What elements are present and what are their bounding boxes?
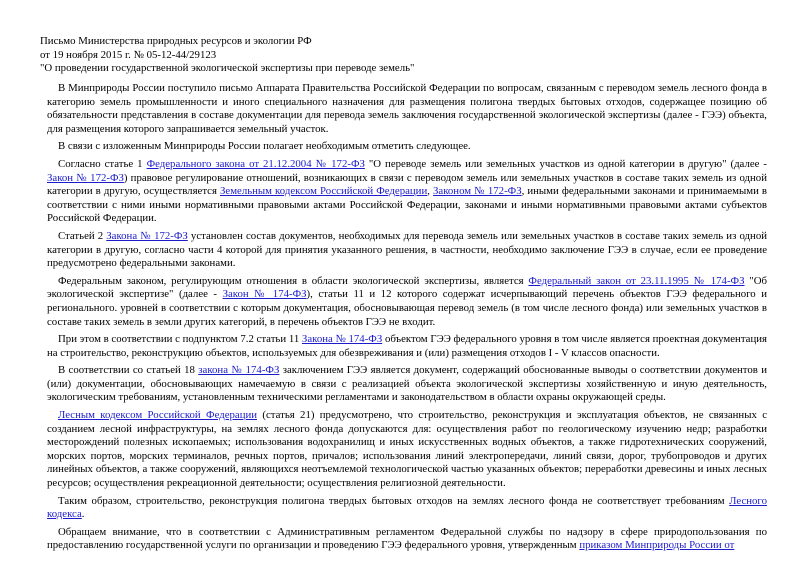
link-land-code[interactable]: Земельным кодексом Российской Федерации — [220, 185, 428, 198]
document-body — [47, 82, 767, 553]
document-header — [40, 35, 770, 76]
link-forest-code[interactable]: Лесного кодекса — [47, 494, 767, 521]
paragraph-text: В связи с изложенным Минприроды России полагает необходимым отметить следующее. — [58, 140, 471, 153]
paragraph-2 — [47, 140, 767, 154]
paragraph-text: (статья 21) предусмотрено, что строительство, реконструкция и эксплуатация объектов, не связанных с созданием лесной инфраструктуры, на землях лесного фонда допускаются для: осуществления работ по геологическому изучению недр; разработки месторождений полезных ископаемых; использования водохранилищ и иных искусственных водных объектов, а также гидротехнических сооружений, морских портов, морских терминалов, речных портов, причалов; использования линий электропередачи, линий связи, дорог, трубопроводов и других линейных объектов, а также сооружений, являющихся неотъемлемой технологической частью указанных объектов; переработки древесины и иных лесных ресурсов; осуществления рекреационной деятельности; осуществления религиозной деятельности. — [47, 409, 767, 490]
document-subject: "О проведении государственной экологической экспертизы при переводе земель" — [40, 62, 415, 74]
paragraph-text: "О переводе земель или земельных участков из одной категории в другую" (далее - — [364, 157, 767, 170]
link-law-174fz[interactable]: закона № 174-ФЗ — [198, 364, 280, 377]
paragraph-text: заключением ГЭЭ является документ, содержащий обоснованные выводы о соответствии документов и (или) документации, обосновывающих намечаемую в связи с реализацией объекта экологической экспертизы хозяйственную и иную деятельность, экологическим требованиям, установленным техническими регламентами и законодательством в области охраны окружающей среды. — [47, 364, 767, 404]
paragraph-5 — [47, 275, 767, 329]
paragraph-text: установлен состав документов, необходимых для перевода земель или земельных участков в составе таких земель из одной категории в другую, согласно части 4 которой для принятия указанного решения, в частности, необходимо заключение ГЭЭ в случае, если ее проведение предусмотрено федеральными законами. — [47, 229, 768, 270]
paragraph-10 — [47, 526, 767, 553]
paragraph-text: Федеральным законом, регулирующим отношения в области экологической экспертизы, является — [58, 274, 529, 287]
paragraph-text: ) правовое регулирование отношений, возникающих в связи с переводом земель или земельных участков в составе таких земель из одной категории в другую, осуществляется — [47, 171, 767, 198]
paragraph-7 — [47, 364, 767, 405]
paragraph-text: , иными федеральными законами и принимаемыми в соответствии с ними иными нормативными правовыми актами Российской Федерации, законами и иными нормативными правовыми актами субъектов Российской Федерации. — [47, 185, 767, 225]
paragraph-text: В соответствии со статьей 18 — [58, 364, 199, 377]
paragraph-text: Статьей 2 — [58, 229, 107, 242]
paragraph-text: "Об экологической экспертизе" (далее - — [47, 274, 767, 301]
link-forest-code[interactable]: Лесным кодексом Российской Федерации — [58, 409, 258, 422]
paragraph-text: ), статьи 11 и 12 которого содержат исчерпывающий перечень объектов ГЭЭ федерального и регионального. уровней в соответствии с которым документация, обосновывающая перевод земель (в том числе лесного фонда) или земельных участков в составе таких земель в земли других категорий, в перечень объектов ГЭЭ не входит. — [47, 288, 767, 328]
paragraph-text: . — [81, 508, 85, 521]
paragraph-text: , — [427, 185, 433, 198]
document — [40, 35, 770, 557]
paragraph-text: Таким образом, строительство, реконструкция полигона твердых бытовых отходов на землях лесного фонда не соответствует требованиям — [58, 494, 730, 507]
document-title: Письмо Министерства природных ресурсов и экологии РФ — [40, 35, 312, 47]
paragraph-3 — [47, 158, 767, 226]
link-law-172fz[interactable]: Законом № 172-ФЗ — [433, 185, 522, 198]
paragraph-9 — [47, 495, 767, 522]
paragraph-8 — [47, 409, 767, 491]
link-law-174fz[interactable]: Закона № 174-ФЗ — [301, 333, 383, 346]
link-federal-law-174fz[interactable]: Федеральный закон от 23.11.1995 № 174-ФЗ — [528, 274, 745, 287]
document-date-number: от 19 ноября 2015 г. № 05-12-44/29123 — [40, 48, 217, 61]
link-law-174fz[interactable]: Закон № 174-ФЗ — [222, 288, 307, 301]
link-federal-law-172fz[interactable]: Федерального закона от 21.12.2004 № 172-ФЗ — [146, 157, 365, 170]
paragraph-text: В Минприроды России поступило письмо Аппарата Правительства Российской Федерации по вопросам, связанным с переводом земель лесного фонда в категорию земель промышленности и иного специального назначения для размещения полигона твердых бытовых отходов, содержащее позицию об обязательности представления в составе документации для перевода земель заключения государственной экологической экспертизы (далее - ГЭЭ) объекта, для размещения которого запрашивается земельный участок. — [47, 82, 767, 135]
link-law-172fz[interactable]: Закон № 172-ФЗ — [47, 171, 124, 184]
paragraph-text: Согласно статье 1 — [58, 157, 147, 170]
paragraph-6 — [47, 333, 767, 360]
paragraph-4 — [47, 230, 767, 271]
paragraph-text: Обращаем внимание, что в соответствии с Административным регламентом Федеральной службы по надзору в сфере природопользования по предоставлению государственной услуги по организации и проведению ГЭЭ федерального уровня, утвержденным — [47, 525, 767, 552]
paragraph-text: При этом в соответствии с подпунктом 7.2 статьи 11 — [58, 333, 302, 346]
paragraph-text: объектом ГЭЭ федерального уровня в том числе является проектная документация на строительство, реконструкцию объектов, используемых для обезвреживания и (или) размещения отходов I - V классов опасности. — [47, 333, 767, 359]
link-law-172fz[interactable]: Закона № 172-ФЗ — [106, 229, 188, 242]
link-ministry-order[interactable]: приказом Минприроды России от — [579, 539, 735, 552]
paragraph-1 — [47, 82, 767, 136]
